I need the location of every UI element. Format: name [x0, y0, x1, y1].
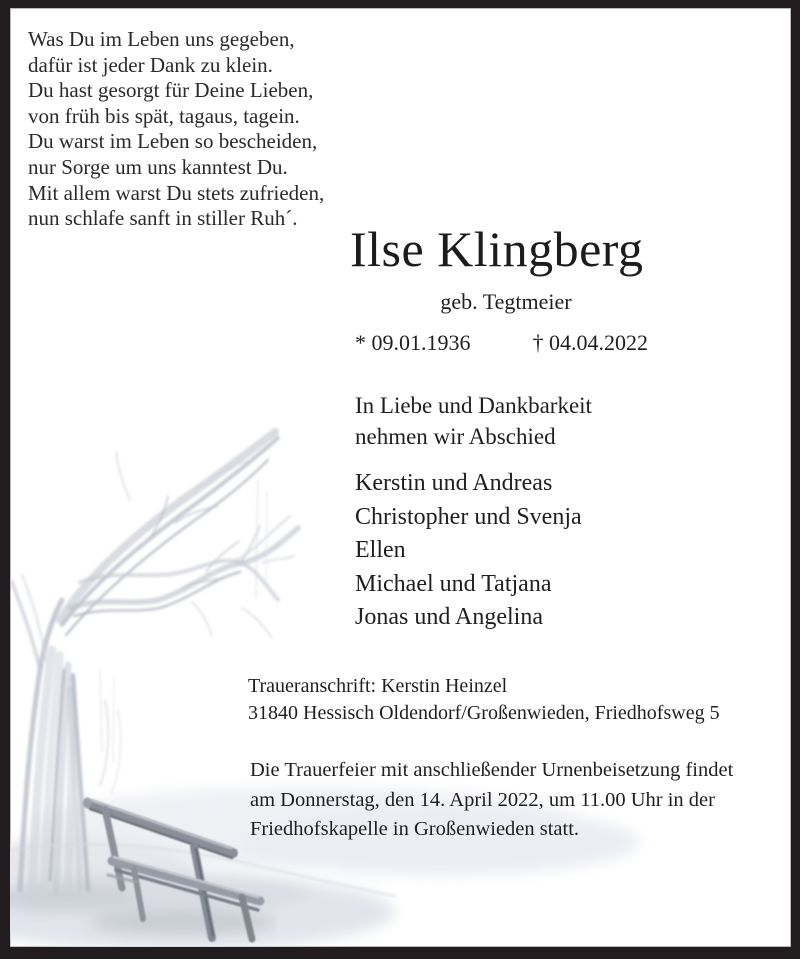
deceased-name: Ilse Klingberg — [350, 221, 644, 277]
poem-line: Du warst im Leben so bescheiden, — [28, 129, 318, 154]
poem-line: nur Sorge um uns kanntest Du. — [28, 154, 288, 179]
mourner-line: Jonas und Angelina — [355, 604, 543, 630]
mourning-address — [248, 673, 720, 727]
address-line: Traueranschrift: Kerstin Heinzel — [248, 675, 508, 697]
farewell-text — [355, 391, 592, 452]
poem-line: nun schlafe sanft in stiller Ruh´. — [28, 206, 298, 231]
life-dates — [355, 330, 648, 356]
death-date: † 04.04.2022 — [532, 330, 648, 355]
poem-line: dafür ist jeder Dank zu klein. — [28, 52, 273, 77]
service-line: am Donnerstag, den 14. April 2022, um 11.00 Uhr in der — [250, 788, 715, 811]
mourner-line: Christopher und Svenja — [355, 503, 582, 530]
poem-line: Was Du im Leben uns gegeben, — [28, 27, 295, 51]
poem-line: Du hast gesorgt für Deine Lieben, — [28, 78, 314, 103]
service-line: Die Trauerfeier mit anschließender Urnenbeisetzung findet — [250, 759, 734, 781]
mourner-line: Michael und Tatjana — [355, 570, 552, 597]
memorial-poem — [28, 27, 324, 232]
mourner-line: Kerstin und Andreas — [355, 470, 553, 496]
maiden-name: geb. Tegtmeier — [440, 289, 572, 314]
obituary-content — [10, 8, 791, 947]
funeral-service-info — [250, 756, 733, 845]
poem-line: von früh bis spät, tagaus, tagein. — [28, 103, 300, 128]
poem-line: Mit allem warst Du stets zufrieden, — [28, 180, 325, 205]
service-line: Friedhofskapelle in Großenwieden statt. — [250, 818, 580, 840]
mourner-line: Ellen — [355, 537, 406, 563]
farewell-line: In Liebe und Dankbarkeit — [355, 393, 592, 418]
birth-date: * 09.01.1936 — [355, 330, 471, 355]
address-line: 31840 Hessisch Oldendorf/Großenwieden, Friedhofsweg 5 — [248, 702, 720, 724]
farewell-line: nehmen wir Abschied — [355, 423, 556, 449]
mourners-list — [355, 467, 582, 635]
